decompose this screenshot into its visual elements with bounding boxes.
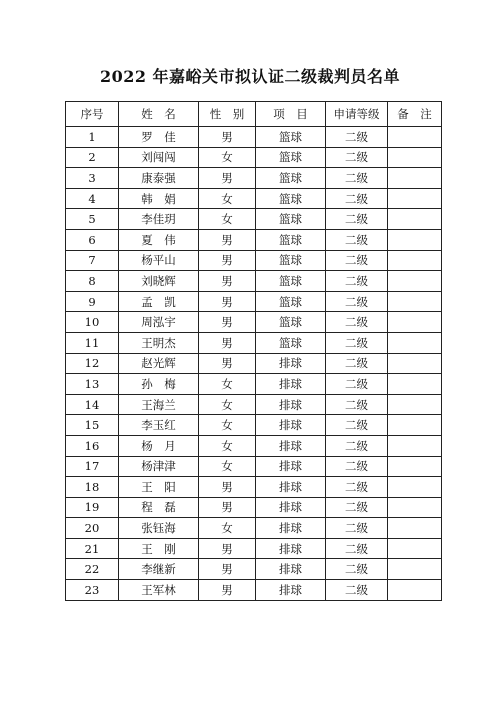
- cell-gender: 男: [199, 559, 256, 580]
- cell-level: 二级: [326, 477, 388, 498]
- cell-remarks: [388, 518, 442, 539]
- cell-project: 排球: [256, 353, 326, 374]
- cell-seq: 4: [66, 188, 119, 209]
- cell-name: 刘闯闯: [119, 147, 199, 168]
- table-header-row: [66, 102, 442, 127]
- cell-gender: 男: [199, 477, 256, 498]
- cell-project: 排球: [256, 518, 326, 539]
- table-row: [66, 497, 442, 518]
- cell-gender: 男: [199, 229, 256, 250]
- cell-name: 刘晓辉: [119, 271, 199, 292]
- cell-project: 排球: [256, 435, 326, 456]
- cell-gender: 女: [199, 456, 256, 477]
- cell-level: 二级: [326, 435, 388, 456]
- cell-seq: 5: [66, 209, 119, 230]
- cell-remarks: [388, 374, 442, 395]
- cell-name: 李佳玥: [119, 209, 199, 230]
- cell-seq: 3: [66, 168, 119, 189]
- cell-project: 篮球: [256, 209, 326, 230]
- cell-seq: 12: [66, 353, 119, 374]
- cell-project: 排球: [256, 374, 326, 395]
- cell-name: 杨 月: [119, 435, 199, 456]
- cell-name: 王海兰: [119, 394, 199, 415]
- table-row: [66, 415, 442, 436]
- cell-remarks: [388, 271, 442, 292]
- cell-name: 王明杰: [119, 332, 199, 353]
- cell-project: 排球: [256, 538, 326, 559]
- cell-seq: 11: [66, 332, 119, 353]
- cell-remarks: [388, 477, 442, 498]
- cell-remarks: [388, 250, 442, 271]
- cell-seq: 7: [66, 250, 119, 271]
- cell-remarks: [388, 291, 442, 312]
- cell-level: 二级: [326, 168, 388, 189]
- cell-name: 罗 佳: [119, 127, 199, 148]
- cell-project: 排球: [256, 559, 326, 580]
- cell-remarks: [388, 538, 442, 559]
- cell-name: 杨津津: [119, 456, 199, 477]
- cell-remarks: [388, 435, 442, 456]
- cell-level: 二级: [326, 518, 388, 539]
- cell-seq: 1: [66, 127, 119, 148]
- table-row: [66, 291, 442, 312]
- cell-gender: 男: [199, 271, 256, 292]
- header-project: 项 目: [256, 102, 326, 127]
- cell-remarks: [388, 353, 442, 374]
- cell-remarks: [388, 147, 442, 168]
- cell-name: 王军林: [119, 580, 199, 601]
- table-row: [66, 250, 442, 271]
- table-row: [66, 538, 442, 559]
- cell-gender: 男: [199, 250, 256, 271]
- cell-name: 王 阳: [119, 477, 199, 498]
- cell-level: 二级: [326, 147, 388, 168]
- cell-project: 篮球: [256, 291, 326, 312]
- page-title: 2022 年嘉峪关市拟认证二级裁判员名单: [99, 67, 401, 86]
- header-seq: 序号: [66, 102, 119, 127]
- cell-project: 篮球: [256, 250, 326, 271]
- cell-gender: 男: [199, 353, 256, 374]
- cell-level: 二级: [326, 312, 388, 333]
- cell-seq: 18: [66, 477, 119, 498]
- header-remarks: 备 注: [388, 102, 442, 127]
- cell-level: 二级: [326, 497, 388, 518]
- table-row: [66, 168, 442, 189]
- cell-level: 二级: [326, 250, 388, 271]
- table-row: [66, 127, 442, 148]
- cell-seq: 14: [66, 394, 119, 415]
- cell-seq: 8: [66, 271, 119, 292]
- cell-remarks: [388, 415, 442, 436]
- cell-remarks: [388, 394, 442, 415]
- cell-name: 赵光辉: [119, 353, 199, 374]
- cell-remarks: [388, 456, 442, 477]
- table-row: [66, 188, 442, 209]
- cell-project: 篮球: [256, 188, 326, 209]
- cell-gender: 男: [199, 291, 256, 312]
- cell-name: 康泰强: [119, 168, 199, 189]
- cell-gender: 女: [199, 147, 256, 168]
- table-row: [66, 580, 442, 601]
- cell-remarks: [388, 332, 442, 353]
- cell-project: 篮球: [256, 332, 326, 353]
- cell-gender: 女: [199, 209, 256, 230]
- cell-gender: 男: [199, 312, 256, 333]
- table-row: [66, 229, 442, 250]
- header-gender: 性 别: [199, 102, 256, 127]
- cell-seq: 15: [66, 415, 119, 436]
- cell-level: 二级: [326, 229, 388, 250]
- cell-name: 孟 凯: [119, 291, 199, 312]
- table-row: [66, 332, 442, 353]
- cell-gender: 女: [199, 374, 256, 395]
- cell-project: 排球: [256, 580, 326, 601]
- table-row: [66, 435, 442, 456]
- table-row: [66, 209, 442, 230]
- cell-remarks: [388, 188, 442, 209]
- cell-level: 二级: [326, 580, 388, 601]
- cell-name: 孙 梅: [119, 374, 199, 395]
- cell-gender: 男: [199, 127, 256, 148]
- cell-seq: 9: [66, 291, 119, 312]
- cell-seq: 20: [66, 518, 119, 539]
- cell-gender: 男: [199, 580, 256, 601]
- cell-level: 二级: [326, 394, 388, 415]
- cell-level: 二级: [326, 415, 388, 436]
- cell-remarks: [388, 209, 442, 230]
- cell-remarks: [388, 168, 442, 189]
- cell-name: 夏 伟: [119, 229, 199, 250]
- cell-seq: 16: [66, 435, 119, 456]
- cell-project: 排球: [256, 477, 326, 498]
- cell-name: 韩 娟: [119, 188, 199, 209]
- cell-project: 篮球: [256, 271, 326, 292]
- cell-project: 排球: [256, 394, 326, 415]
- cell-level: 二级: [326, 332, 388, 353]
- table-row: [66, 271, 442, 292]
- cell-seq: 13: [66, 374, 119, 395]
- cell-level: 二级: [326, 559, 388, 580]
- cell-name: 程 磊: [119, 497, 199, 518]
- cell-gender: 男: [199, 332, 256, 353]
- table-row: [66, 353, 442, 374]
- table-row: [66, 518, 442, 539]
- cell-seq: 19: [66, 497, 119, 518]
- cell-name: 李继新: [119, 559, 199, 580]
- cell-project: 篮球: [256, 168, 326, 189]
- cell-level: 二级: [326, 127, 388, 148]
- cell-gender: 女: [199, 394, 256, 415]
- cell-level: 二级: [326, 209, 388, 230]
- table-row: [66, 456, 442, 477]
- cell-name: 李玉红: [119, 415, 199, 436]
- header-level: 申请等级: [326, 102, 388, 127]
- cell-level: 二级: [326, 353, 388, 374]
- cell-remarks: [388, 127, 442, 148]
- cell-gender: 女: [199, 435, 256, 456]
- referee-table: [65, 101, 442, 601]
- cell-remarks: [388, 497, 442, 518]
- cell-name: 张钰海: [119, 518, 199, 539]
- cell-level: 二级: [326, 374, 388, 395]
- cell-level: 二级: [326, 188, 388, 209]
- cell-gender: 女: [199, 415, 256, 436]
- cell-remarks: [388, 559, 442, 580]
- table-row: [66, 147, 442, 168]
- cell-level: 二级: [326, 456, 388, 477]
- cell-project: 篮球: [256, 312, 326, 333]
- cell-level: 二级: [326, 538, 388, 559]
- cell-name: 杨平山: [119, 250, 199, 271]
- cell-project: 篮球: [256, 229, 326, 250]
- cell-seq: 2: [66, 147, 119, 168]
- cell-seq: 21: [66, 538, 119, 559]
- cell-name: 周泓宇: [119, 312, 199, 333]
- table-row: [66, 374, 442, 395]
- cell-project: 篮球: [256, 127, 326, 148]
- table-body: [66, 127, 442, 601]
- cell-project: 排球: [256, 456, 326, 477]
- cell-gender: 男: [199, 538, 256, 559]
- cell-level: 二级: [326, 291, 388, 312]
- table-row: [66, 312, 442, 333]
- table-row: [66, 559, 442, 580]
- cell-name: 王 刚: [119, 538, 199, 559]
- cell-gender: 男: [199, 497, 256, 518]
- cell-seq: 10: [66, 312, 119, 333]
- cell-seq: 6: [66, 229, 119, 250]
- cell-remarks: [388, 580, 442, 601]
- cell-level: 二级: [326, 271, 388, 292]
- cell-remarks: [388, 312, 442, 333]
- cell-project: 篮球: [256, 147, 326, 168]
- cell-gender: 男: [199, 168, 256, 189]
- cell-seq: 22: [66, 559, 119, 580]
- cell-seq: 23: [66, 580, 119, 601]
- table-row: [66, 477, 442, 498]
- table-row: [66, 394, 442, 415]
- cell-project: 排球: [256, 415, 326, 436]
- cell-seq: 17: [66, 456, 119, 477]
- header-name: 姓 名: [119, 102, 199, 127]
- cell-project: 排球: [256, 497, 326, 518]
- cell-gender: 女: [199, 518, 256, 539]
- cell-remarks: [388, 229, 442, 250]
- cell-gender: 女: [199, 188, 256, 209]
